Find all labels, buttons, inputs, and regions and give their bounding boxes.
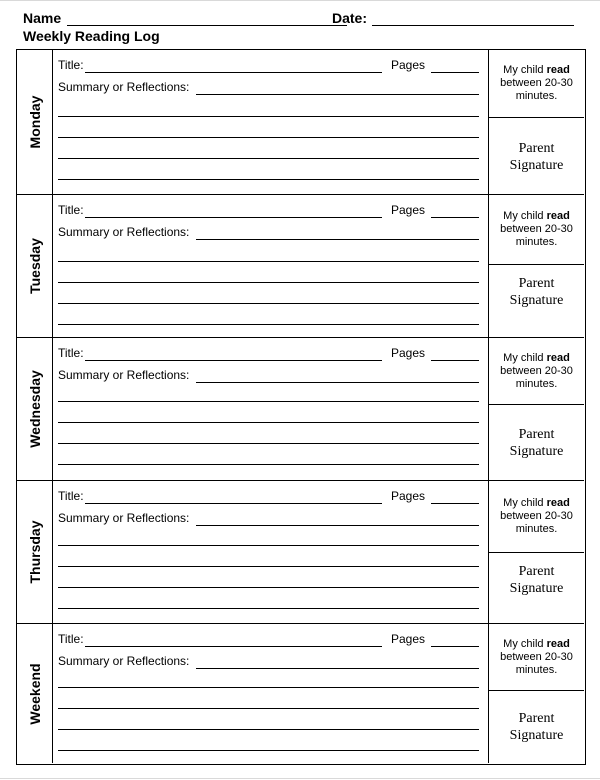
confirm-text: My child — [503, 210, 544, 222]
day-row-monday — [17, 50, 584, 195]
signature-label: Signature — [509, 293, 564, 308]
parent-signature-box[interactable] — [489, 265, 584, 319]
entry-cell — [53, 624, 489, 763]
signature-label: Signature — [509, 157, 564, 173]
summary-label: Summary or Reflections: — [58, 654, 190, 668]
entry-cell — [53, 481, 489, 623]
parent-signature-box[interactable] — [489, 553, 584, 607]
confirm-bold: read — [546, 497, 570, 509]
confirm-bold: read — [546, 210, 570, 222]
summary-line[interactable] — [58, 261, 479, 262]
summary-line[interactable] — [58, 464, 479, 465]
confirm-text: between 20-30 — [500, 223, 573, 235]
summary-line[interactable] — [58, 116, 479, 117]
day-cell — [17, 481, 53, 623]
summary-line[interactable] — [58, 324, 479, 325]
signature-label: Signature — [509, 444, 564, 459]
header — [23, 10, 578, 30]
summary-line[interactable] — [58, 422, 479, 423]
title-label: Title: — [58, 203, 84, 217]
day-label-monday: Monday — [27, 95, 43, 149]
entry-cell — [53, 338, 489, 480]
summary-label: Summary or Reflections: — [58, 511, 190, 525]
name-field[interactable] — [67, 25, 347, 26]
title-field[interactable] — [85, 72, 382, 73]
pages-label: Pages — [391, 58, 426, 72]
summary-field[interactable] — [196, 525, 479, 526]
confirm-text: My child — [503, 64, 544, 76]
page-top-border — [0, 0, 600, 1]
parent-label: Parent — [518, 427, 555, 442]
parent-signature-box[interactable] — [489, 405, 584, 481]
signature-label: Signature — [509, 728, 564, 743]
signature-cell — [489, 624, 584, 763]
parent-label: Parent — [518, 140, 555, 156]
day-row-weekend — [17, 624, 584, 763]
pages-label: Pages — [391, 632, 426, 646]
entry-cell — [53, 50, 489, 194]
summary-line[interactable] — [58, 137, 479, 138]
parent-signature-box[interactable] — [489, 118, 584, 195]
summary-field[interactable] — [196, 382, 479, 383]
read-confirmation — [489, 50, 584, 118]
title-label: Title: — [58, 346, 84, 360]
title-label: Title: — [58, 58, 84, 72]
day-cell — [17, 624, 53, 763]
confirm-text: between 20-30 — [500, 650, 573, 663]
title-label: Title: — [58, 632, 84, 646]
confirm-text: minutes. — [515, 663, 558, 676]
day-row-wednesday — [17, 338, 584, 481]
summary-field[interactable] — [196, 94, 479, 95]
summary-field[interactable] — [196, 668, 479, 669]
signature-cell — [489, 50, 584, 194]
signature-label: Signature — [509, 581, 564, 596]
confirm-text: My child — [503, 637, 544, 650]
day-cell — [17, 338, 53, 480]
confirm-text: My child — [503, 351, 544, 364]
summary-line[interactable] — [58, 687, 479, 688]
pages-label: Pages — [391, 489, 426, 503]
read-confirmation — [489, 481, 584, 553]
parent-signature-box[interactable] — [489, 691, 584, 763]
day-cell — [17, 195, 53, 337]
pages-label: Pages — [391, 203, 426, 217]
date-field[interactable] — [372, 25, 574, 26]
confirm-bold: read — [546, 64, 570, 76]
title-field[interactable] — [85, 503, 382, 504]
title-field[interactable] — [85, 646, 382, 647]
parent-label: Parent — [518, 564, 555, 579]
pages-label: Pages — [391, 346, 426, 360]
summary-label: Summary or Reflections: — [58, 80, 190, 94]
read-confirmation — [489, 338, 584, 405]
summary-label: Summary or Reflections: — [58, 368, 190, 382]
confirm-text: My child — [503, 497, 544, 509]
day-row-thursday — [17, 481, 584, 624]
summary-line[interactable] — [58, 179, 479, 180]
title-field[interactable] — [85, 217, 382, 218]
confirm-text: minutes. — [515, 90, 558, 102]
summary-line[interactable] — [58, 303, 479, 304]
summary-field[interactable] — [196, 239, 479, 240]
confirm-text: between 20-30 — [500, 77, 573, 89]
summary-line[interactable] — [58, 729, 479, 730]
name-label: Name — [23, 10, 62, 26]
summary-label: Summary or Reflections: — [58, 225, 190, 239]
confirm-text: minutes. — [515, 236, 558, 248]
summary-line[interactable] — [58, 158, 479, 159]
read-confirmation — [489, 624, 584, 691]
day-label-wednesday: Wednesday — [27, 370, 43, 448]
summary-line[interactable] — [58, 587, 479, 588]
pages-field[interactable] — [431, 217, 479, 218]
summary-line[interactable] — [58, 750, 479, 751]
summary-line[interactable] — [58, 401, 479, 402]
page-title: Weekly Reading Log — [23, 28, 160, 44]
day-label-tuesday: Tuesday — [27, 238, 43, 294]
confirm-text: minutes. — [515, 523, 558, 535]
confirm-text: between 20-30 — [500, 364, 573, 377]
title-field[interactable] — [85, 360, 382, 361]
page-bottom-border — [0, 778, 600, 779]
day-row-tuesday — [17, 195, 584, 338]
confirm-bold: read — [546, 351, 570, 364]
pages-field[interactable] — [431, 360, 479, 361]
signature-cell — [489, 338, 584, 480]
summary-line[interactable] — [58, 708, 479, 709]
pages-field[interactable] — [431, 72, 479, 73]
confirm-text: between 20-30 — [500, 510, 573, 522]
title-label: Title: — [58, 489, 84, 503]
summary-line[interactable] — [58, 443, 479, 444]
summary-line[interactable] — [58, 566, 479, 567]
signature-cell — [489, 481, 584, 623]
reading-log-table — [16, 49, 586, 765]
day-label-thursday: Thursday — [27, 520, 43, 584]
confirm-bold: read — [546, 637, 570, 650]
parent-label: Parent — [518, 276, 555, 291]
entry-cell — [53, 195, 489, 337]
day-cell — [17, 50, 53, 194]
summary-line[interactable] — [58, 608, 479, 609]
read-confirmation — [489, 195, 584, 265]
pages-field[interactable] — [431, 646, 479, 647]
summary-line[interactable] — [58, 545, 479, 546]
day-label-weekend: Weekend — [27, 662, 43, 725]
signature-cell — [489, 195, 584, 337]
parent-label: Parent — [518, 711, 555, 726]
summary-line[interactable] — [58, 282, 479, 283]
confirm-text: minutes. — [515, 377, 558, 390]
pages-field[interactable] — [431, 503, 479, 504]
date-label: Date: — [332, 10, 368, 26]
